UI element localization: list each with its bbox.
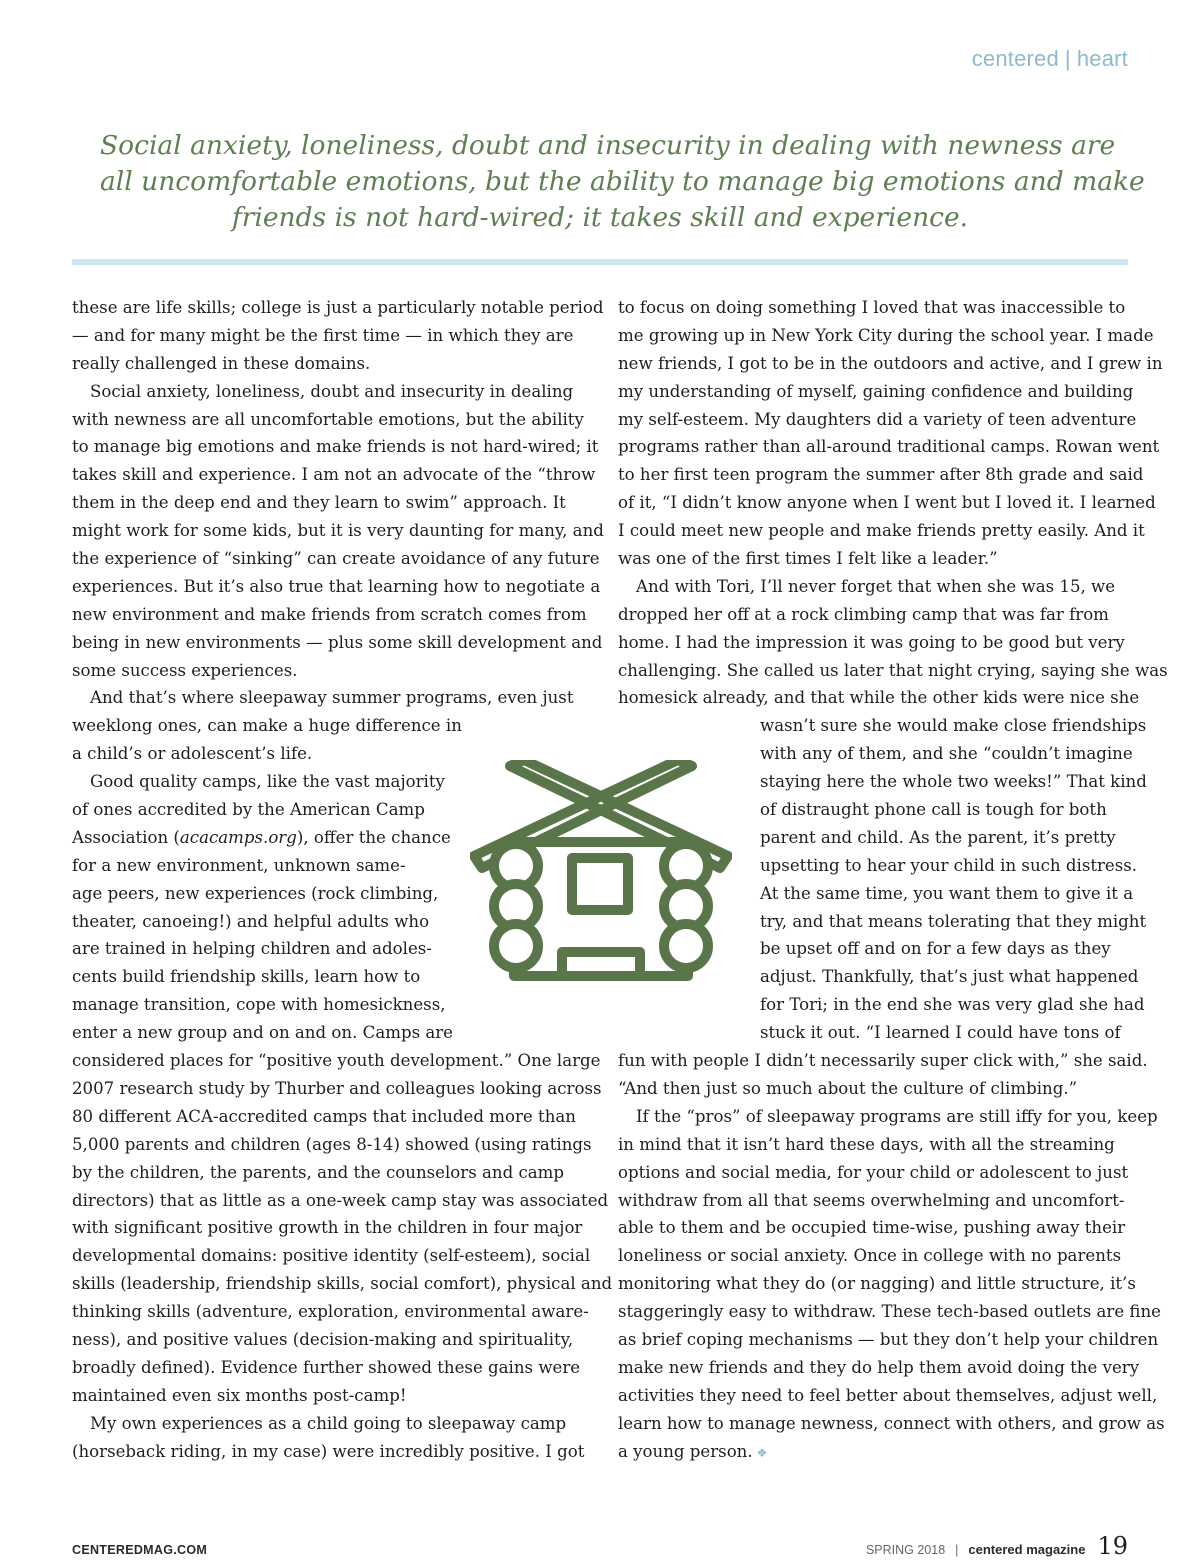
body-line: age peers, new experiences (rock climbing, <box>72 883 439 903</box>
body-line: try, and that means tolerating that they might <box>760 911 1147 931</box>
body-line: challenging. She called us later that night crying, saying she was <box>618 660 1168 680</box>
body-line: broadly defined). Evidence further showed these gains were <box>72 1357 581 1377</box>
pull-quote <box>100 128 1145 236</box>
body-line: of ones accredited by the American Camp <box>72 800 425 820</box>
body-line: was one of the first times I felt like a leader.” <box>618 549 998 569</box>
body-line: directors) that as little as a one-week camp stay was associated <box>72 1190 609 1210</box>
body-line: — and for many might be the first time — in which they are <box>72 325 574 345</box>
body-line: And with Tori, I’ll never forget that when she was 15, we <box>636 576 1116 596</box>
body-line: withdraw from all that seems overwhelming and uncomfort- <box>618 1190 1125 1210</box>
footer-issue: SPRING 2018 <box>865 1543 946 1557</box>
body-line: of distraught phone call is tough for both <box>760 800 1107 820</box>
body-line: in mind that it isn’t hard these days, with all the streaming <box>618 1134 1115 1154</box>
body-line: for a new environment, unknown same- <box>72 855 406 875</box>
body-line: programs rather than all-around traditional camps. Rowan went <box>618 437 1160 457</box>
pull-quote-line: all uncomfortable emotions, but the ability to manage big emotions and make <box>100 166 1145 197</box>
body-line: activities they need to feel better about themselves, adjust well, <box>618 1385 1158 1405</box>
body-line: them in the deep end and they learn to swim” approach. It <box>72 493 566 513</box>
log-cabin-icon <box>470 760 732 984</box>
footer-right <box>866 1532 1128 1560</box>
body-line: some success experiences. <box>72 660 298 680</box>
divider-rule <box>72 259 1128 265</box>
body-line: 80 different ACA-accredited camps that included more than <box>72 1106 576 1126</box>
page-number: 19 <box>1097 1532 1128 1560</box>
body-line: for Tori; in the end she was very glad she had <box>760 995 1145 1015</box>
body-line: parent and child. As the parent, it’s pretty <box>760 827 1116 847</box>
body-line: cents build friendship skills, learn how to <box>72 967 421 987</box>
body-line: staying here the whole two weeks!” That kind <box>760 772 1147 792</box>
body-line: be upset off and on for a few days as they <box>760 939 1111 959</box>
diamond-end-mark-icon: ❖ <box>756 1445 768 1460</box>
body-line: homesick already, and that while the other kids were nice she <box>618 688 1140 708</box>
body-line: as brief coping mechanisms — but they don’t help your children <box>618 1329 1159 1349</box>
body-text: a young person. <box>618 1441 753 1461</box>
body-line: my understanding of myself, gaining confidence and building <box>618 381 1134 401</box>
section-separator: | <box>1064 46 1071 71</box>
body-line: enter a new group and on and on. Camps are <box>72 1023 453 1043</box>
body-line: 5,000 parents and children (ages 8-14) showed (using ratings <box>72 1134 592 1154</box>
body-line: monitoring what they do (or nagging) and little structure, it’s <box>618 1274 1136 1294</box>
body-line: new friends, I got to be in the outdoors and active, and I grew in <box>618 353 1163 373</box>
body-line: being in new environments — plus some skill development and <box>72 632 603 652</box>
body-line: really challenged in these domains. <box>72 353 371 373</box>
body-line: My own experiences as a child going to sleepaway camp <box>90 1413 567 1433</box>
body-line: fun with people I didn’t necessarily super click with,” she said. <box>618 1051 1148 1071</box>
body-line: experiences. But it’s also true that learning how to negotiate a <box>72 576 601 596</box>
body-line: At the same time, you want them to give it a <box>760 883 1134 903</box>
body-line: make new friends and they do help them avoid doing the very <box>618 1357 1140 1377</box>
footer-separator: | <box>955 1543 959 1557</box>
body-line: are trained in helping children and adoles- <box>72 939 432 959</box>
body-line: my self-esteem. My daughters did a variety of teen adventure <box>618 409 1137 429</box>
body-line: learn how to manage newness, connect with others, and grow as <box>618 1413 1165 1433</box>
body-line: stuck it out. “I learned I could have tons of <box>760 1023 1121 1043</box>
body-line: able to them and be occupied time-wise, pushing away their <box>618 1218 1126 1238</box>
body-line: home. I had the impression it was going to be good but very <box>618 632 1125 652</box>
body-line: of it, “I didn’t know anyone when I went but I loved it. I learned <box>618 493 1156 513</box>
body-line: new environment and make friends from scratch comes from <box>72 604 587 624</box>
pull-quote-line: Social anxiety, loneliness, doubt and insecurity in dealing with newness are <box>100 130 1116 161</box>
body-line-last <box>618 1438 1130 1466</box>
body-line: to manage big emotions and make friends is not hard-wired; it <box>72 437 599 457</box>
body-line: to her first teen program the summer after 8th grade and said <box>618 465 1144 485</box>
body-line: “And then just so much about the culture of climbing.” <box>618 1078 1078 1098</box>
body-line: manage transition, cope with homesickness, <box>72 995 446 1015</box>
body-line: by the children, the parents, and the counselors and camp <box>72 1162 565 1182</box>
body-line: with newness are all uncomfortable emotions, but the ability <box>72 409 584 429</box>
body-line: upsetting to hear your child in such distress. <box>760 855 1138 875</box>
body-line: weeklong ones, can make a huge difference in <box>72 716 462 736</box>
body-text: Association ( <box>72 827 180 847</box>
body-line: ness), and positive values (decision-making and spirituality, <box>72 1329 574 1349</box>
footer-magazine-name: centered magazine <box>968 1542 1086 1557</box>
body-line: maintained even six months post-camp! <box>72 1385 407 1405</box>
aca-link[interactable]: acacamps.org <box>179 827 297 847</box>
body-line: 2007 research study by Thurber and colleagues looking across <box>72 1078 602 1098</box>
body-line: these are life skills; college is just a particularly notable period <box>72 298 604 317</box>
body-line: Social anxiety, loneliness, doubt and insecurity in dealing <box>90 381 574 401</box>
body-line: adjust. Thankfully, that’s just what happened <box>760 967 1139 987</box>
body-line: theater, canoeing!) and helpful adults who <box>72 911 430 931</box>
body-line: Good quality camps, like the vast majority <box>90 772 445 792</box>
body-line: with any of them, and she “couldn’t imagine <box>760 744 1133 764</box>
body-line: loneliness or social anxiety. Once in college with no parents <box>618 1246 1122 1266</box>
body-line: (horseback riding, in my case) were incredibly positive. I got <box>72 1441 585 1461</box>
body-line: me growing up in New York City during the school year. I made <box>618 325 1154 345</box>
body-line: options and social media, for your child or adolescent to just <box>618 1162 1129 1182</box>
body-line: dropped her off at a rock climbing camp that was far from <box>618 604 1109 624</box>
body-line: If the “pros” of sleepaway programs are still iffy for you, keep <box>636 1106 1158 1126</box>
body-line: staggeringly easy to withdraw. These tech-based outlets are fine <box>618 1302 1161 1322</box>
body-line: with significant positive growth in the children in four major <box>72 1218 583 1238</box>
body-line: skills (leadership, friendship skills, social comfort), physical and <box>72 1274 613 1294</box>
body-line: considered places for “positive youth development.” One large <box>72 1051 601 1071</box>
body-line: I could meet new people and make friends pretty easily. And it <box>618 521 1145 541</box>
section-name-left: centered <box>971 46 1059 71</box>
body-line: to focus on doing something I loved that was inaccessible to <box>618 298 1126 317</box>
section-tag <box>972 46 1128 72</box>
section-name-right: heart <box>1076 46 1128 71</box>
body-line: developmental domains: positive identity (self-esteem), social <box>72 1246 591 1266</box>
pull-quote-line: friends is not hard-wired; it takes skill and experience. <box>231 202 969 233</box>
body-line: And that’s where sleepaway summer programs, even just <box>90 688 574 708</box>
body-line: takes skill and experience. I am not an advocate of the “throw <box>72 465 596 485</box>
body-text: ), offer the chance <box>296 827 451 847</box>
body-line: a child’s or adolescent’s life. <box>72 744 313 764</box>
body-line: the experience of “sinking” can create avoidance of any future <box>72 549 600 569</box>
body-line: thinking skills (adventure, exploration, environmental aware- <box>72 1302 589 1322</box>
body-line: might work for some kids, but it is very daunting for many, and <box>72 521 604 541</box>
body-line: wasn’t sure she would make close friendships <box>760 716 1147 736</box>
footer-site[interactable]: CENTEREDMAG.COM <box>72 1543 208 1557</box>
